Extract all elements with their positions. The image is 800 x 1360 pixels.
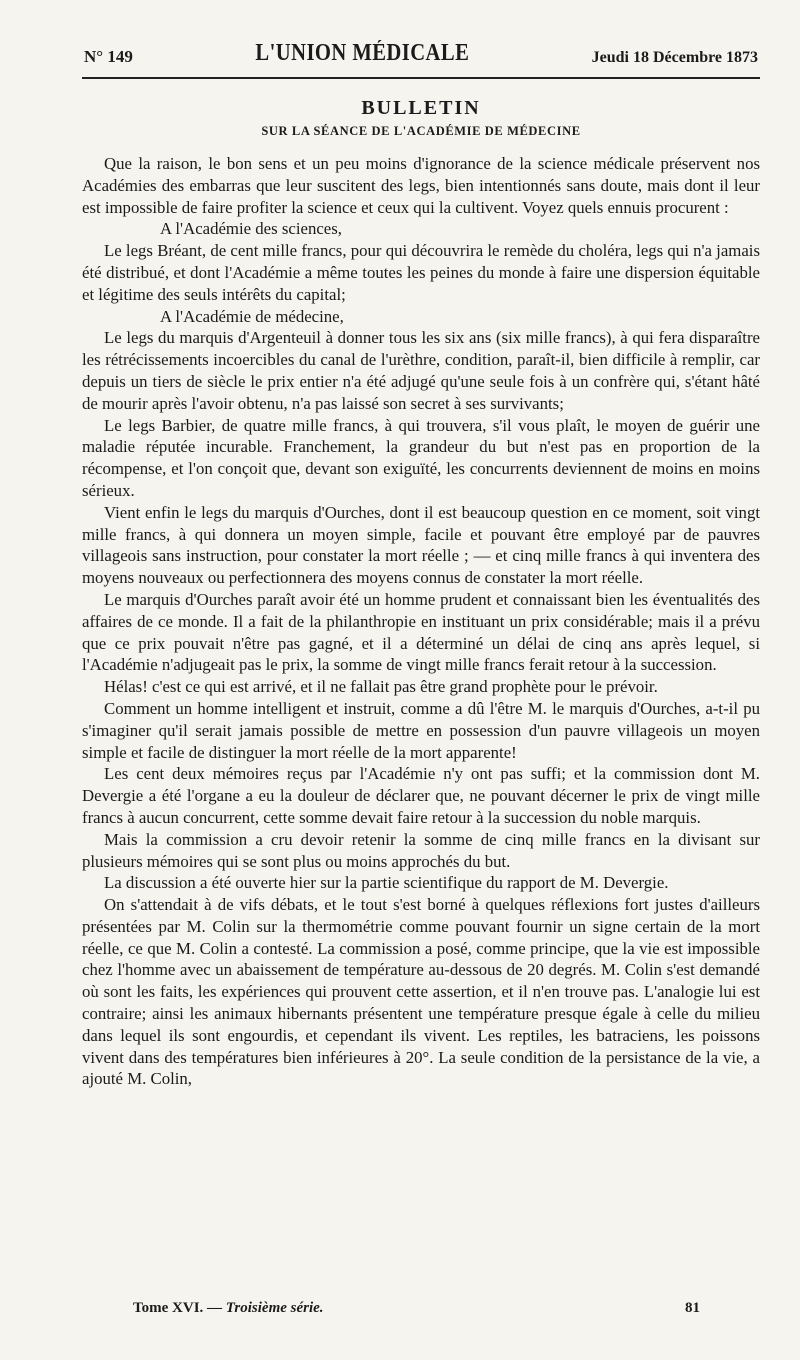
footer-volume	[133, 1300, 324, 1317]
paragraph: Mais la commission a cru devoir retenir la somme de cinq mille francs en la divisant sur plusieurs mémoires qui se sont plus ou moins approchés du but.	[82, 829, 760, 871]
paragraph: A l'Académie des sciences,	[160, 219, 342, 239]
paragraph: Les cent deux mémoires reçus par l'Académie n'y ont pas suffi; et la commission dont M. Devergie a été l'organe a eu la douleur de déclarer que, ne pouvant décerner le prix de vingt mille francs à aucun concurrent, cette somme devait faire retour à la succession du noble marquis.	[82, 764, 760, 827]
paragraph: Comment un homme intelligent et instruit, comme a dû l'être M. le marquis d'Ourches, a-t-il pu s'imaginer qu'il serait jamais possible de mettre en possession d'un pauvre villageois un moyen simple et facile de distinguer la mort réelle de la mort apparente!	[82, 698, 760, 762]
article-body	[82, 153, 760, 1090]
paragraph: Le legs Barbier, de quatre mille francs, à qui trouvera, s'il vous plaît, le moyen de guérir une maladie réputée incurable. Franchement, la grandeur du but n'est pas en proportion de la récompense, et l'on conçoit que, devant son exiguïté, les concurrents deviennent de moins en moins sérieux.	[82, 415, 760, 500]
paragraph: Le legs du marquis d'Argenteuil à donner tous les six ans (six mille francs), à qui fera disparaître les rétrécissements incoercibles du canal de l'urèthre, condition, paraît-il, bien difficile à remplir, car depuis un tiers de siècle le prix entier n'a été adjugé qu'une seule fois à un confrère qui, s'étant hâté de mourir après l'avoir obtenu, n'a pas laissé son secret à ses survivants;	[82, 328, 760, 413]
paragraph: Le marquis d'Ourches paraît avoir été un homme prudent et connaissant bien les éventualités des affaires de ce monde. Il a fait de la philanthropie en instituant un prix considérable; mais il a prévu que ce prix pouvait n'être pas gagné, et il a déterminé un délai de cinq ans après lequel, si l'Académie n'adjugeait pas le prix, la somme de vingt mille francs ferait retour à la succession.	[82, 589, 760, 675]
article-subtitle: SUR LA SÉANCE DE L'ACADÉMIE DE MÉDECINE	[261, 124, 581, 138]
paragraph: Que la raison, le bon sens et un peu moins d'ignorance de la science médicale préservent nos Académies des embarras que leur suscitent des legs, bien intentionnés sans doute, mais dont il leur est impossible de faire profiter la science et ceux qui la cultivent. Voyez quels ennuis procurent :	[82, 154, 760, 217]
issue-date: Jeudi 18 Décembre 1873	[591, 49, 758, 66]
footer-tome: Tome XVI. —	[133, 1300, 223, 1316]
page-header	[82, 40, 760, 67]
header-rule	[82, 77, 760, 79]
paragraph: Vient enfin le legs du marquis d'Ourches, dont il est beaucoup question en ce moment, soit vingt mille francs, à qui donnera un moyen simple, facile et pouvant être employé par de pauvres villageois sans instruction, pour constater la mort réelle ; — et cinq mille francs à qui inventera des moyens nouveaux ou perfectionnera des moyens connus de constater la mort réelle.	[82, 502, 760, 588]
article-title: BULLETIN	[361, 97, 481, 119]
page-number: 81	[685, 1300, 700, 1316]
paragraph: Hélas! c'est ce qui est arrivé, et il ne fallait pas être grand prophète pour le prévoir.	[104, 677, 658, 697]
page-footer	[133, 1300, 700, 1317]
footer-series: Troisième série.	[225, 1300, 324, 1316]
paragraph: La discussion a été ouverte hier sur la partie scientifique du rapport de M. Devergie.	[104, 873, 669, 893]
issue-number: N° 149	[84, 47, 133, 66]
paragraph: Le legs Bréant, de cent mille francs, pour qui découvrira le remède du choléra, legs qui n'a jamais été distribué, et dont l'Académie a même toutes les peines du monde à faire une dispersion équitable et légitime des seuls intérêts du capital;	[82, 241, 760, 304]
paragraph: On s'attendait à de vifs débats, et le tout s'est borné à quelques réflexions fort justes d'ailleurs présentées par M. Colin sur la thermométrie comme pouvant fournir un signe certain de la mort réelle, ce que M. Colin a contesté. La commission a posé, comme principe, que la vie est impossible chez l'homme avec un abaissement de température au-dessous de 20 degrés. M. Colin s'est demandé où sont les faits, les expériences qui prouvent cette assertion, et il n'en trouve pas. L'analogie lui est contraire; ainsi les animaux hibernants présentent une température presque égale à celle du milieu dans lequel ils sont engourdis, et cependant ils vivent. Les reptiles, les batraciens, les poissons vivent dans des températures bien inférieures à 20°. La seule condition de la persistance de la vie, a ajouté M. Colin,	[82, 895, 760, 1089]
paragraph: A l'Académie de médecine,	[160, 306, 344, 326]
journal-title: L'UNION MÉDICALE	[255, 40, 470, 66]
